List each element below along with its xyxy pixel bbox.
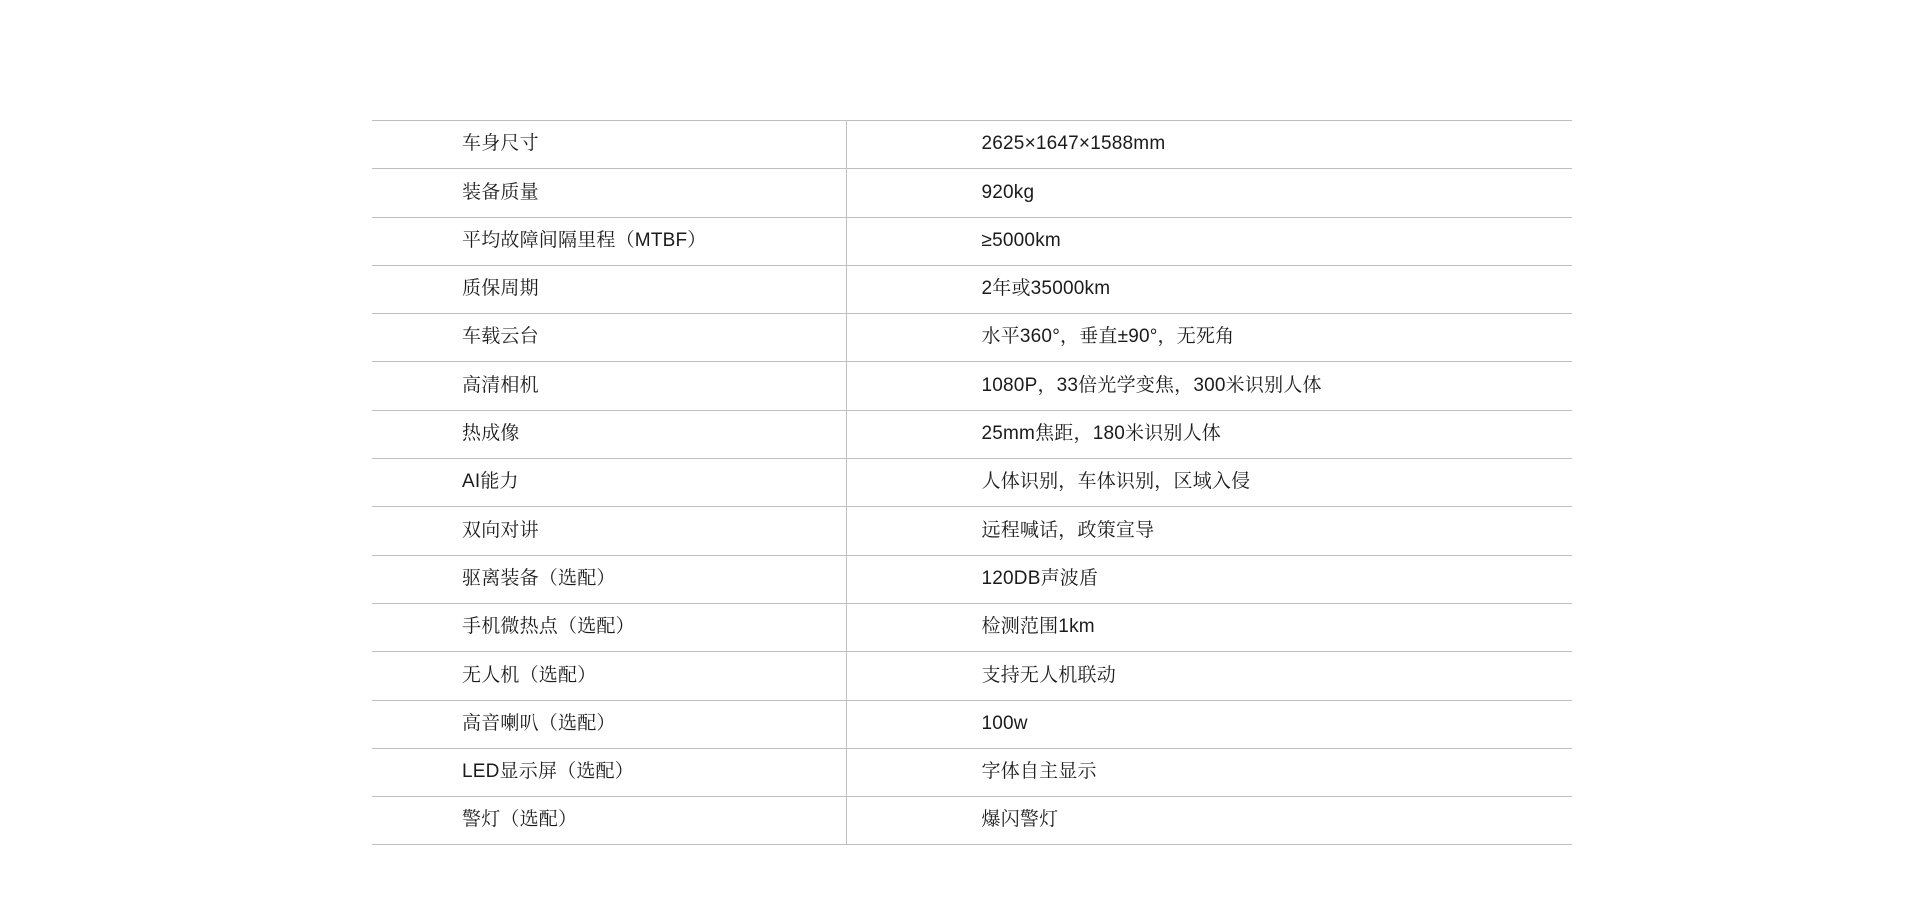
table-row — [372, 748, 1572, 796]
spec-label-cell: 高音喇叭（选配） — [372, 700, 846, 748]
spec-value-cell: 支持无人机联动 — [846, 652, 1572, 700]
spec-value-cell: ≥5000km — [846, 217, 1572, 265]
table-row — [372, 121, 1572, 169]
spec-label-cell: 质保周期 — [372, 265, 846, 313]
table-row — [372, 652, 1572, 700]
spec-value-cell: 25mm焦距，180米识别人体 — [846, 410, 1572, 458]
spec-label-cell: 装备质量 — [372, 169, 846, 217]
spec-value-cell: 120DB声波盾 — [846, 555, 1572, 603]
table-row — [372, 555, 1572, 603]
spec-value-cell: 920kg — [846, 169, 1572, 217]
spec-value-cell: 100w — [846, 700, 1572, 748]
spec-label-cell: 高清相机 — [372, 362, 846, 410]
spec-value-cell: 字体自主显示 — [846, 748, 1572, 796]
spec-label-cell: 手机微热点（选配） — [372, 603, 846, 651]
spec-value-cell: 爆闪警灯 — [846, 797, 1572, 845]
spec-value-cell: 2年或35000km — [846, 265, 1572, 313]
table-row — [372, 362, 1572, 410]
specification-table — [372, 120, 1572, 845]
spec-value-cell: 人体识别，车体识别，区域入侵 — [846, 459, 1572, 507]
table-row — [372, 217, 1572, 265]
spec-label-cell: 驱离装备（选配） — [372, 555, 846, 603]
spec-label-cell: 双向对讲 — [372, 507, 846, 555]
table-row — [372, 410, 1572, 458]
table-row — [372, 265, 1572, 313]
table-row — [372, 603, 1572, 651]
table-row — [372, 459, 1572, 507]
spec-label-cell: 车载云台 — [372, 314, 846, 362]
table-row — [372, 507, 1572, 555]
table-row — [372, 169, 1572, 217]
spec-label-cell: 平均故障间隔里程（MTBF） — [372, 217, 846, 265]
spec-value-cell: 1080P，33倍光学变焦，300米识别人体 — [846, 362, 1572, 410]
spec-label-cell: 警灯（选配） — [372, 797, 846, 845]
spec-label-cell: AI能力 — [372, 459, 846, 507]
table-row — [372, 700, 1572, 748]
spec-value-cell: 2625×1647×1588mm — [846, 121, 1572, 169]
spec-value-cell: 远程喊话，政策宣导 — [846, 507, 1572, 555]
specification-table-body — [372, 121, 1572, 845]
spec-label-cell: 无人机（选配） — [372, 652, 846, 700]
table-row — [372, 314, 1572, 362]
spec-value-cell: 检测范围1km — [846, 603, 1572, 651]
spec-label-cell: 车身尺寸 — [372, 121, 846, 169]
spec-label-cell: LED显示屏（选配） — [372, 748, 846, 796]
table-row — [372, 797, 1572, 845]
spec-label-cell: 热成像 — [372, 410, 846, 458]
spec-value-cell: 水平360°，垂直±90°，无死角 — [846, 314, 1572, 362]
